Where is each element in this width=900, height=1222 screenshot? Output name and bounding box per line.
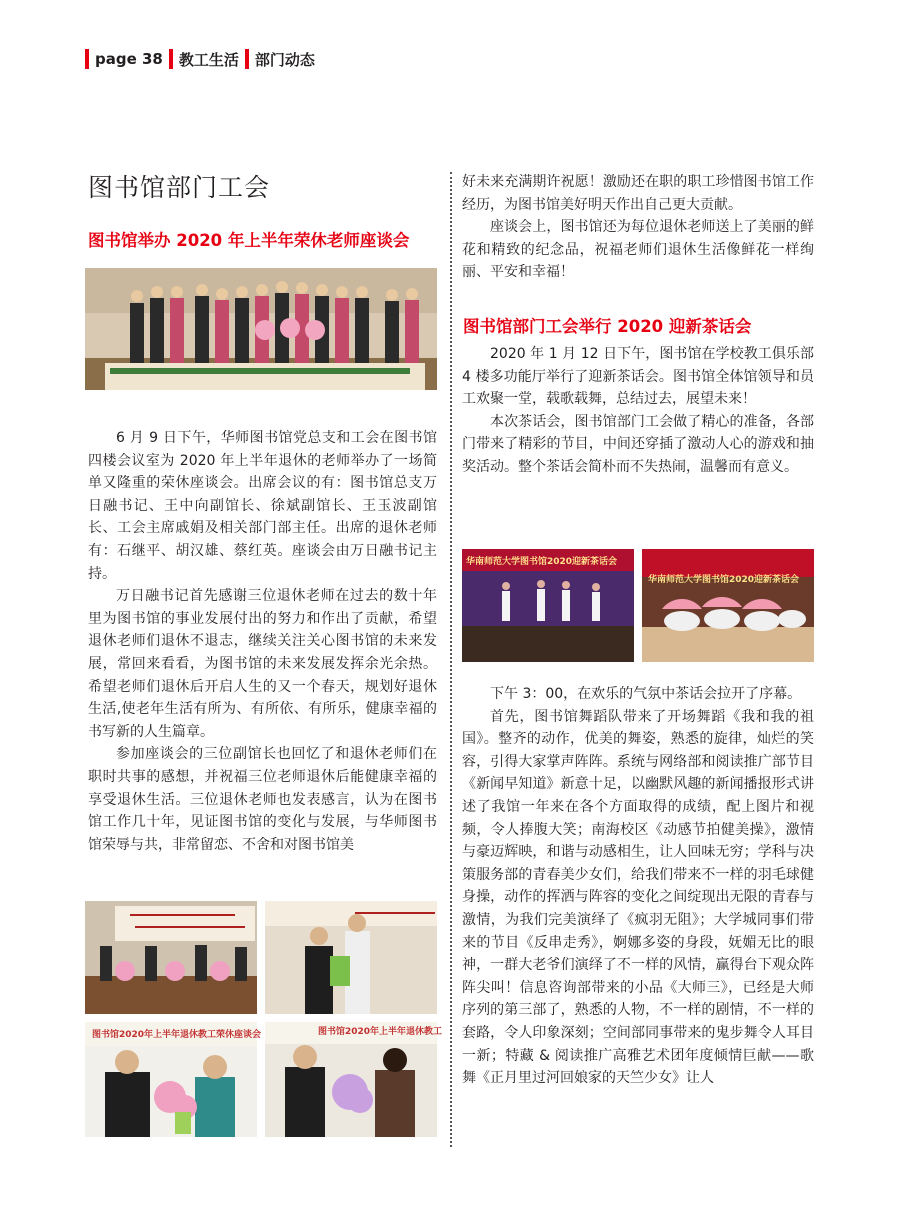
photo-stage-fan-dance [642,549,814,662]
photo-seated [85,901,257,1014]
photo-banner-text: 华南师范大学图书馆2020迎新茶话会 [648,575,800,585]
article2-headline: 图书馆部门工会举行 2020 迎新茶话会 [463,317,752,336]
photo-group [85,268,437,390]
article1-paragraph: 万日融书记首先感谢三位退休老师在过去的数十年里为图书馆的事业发展付出的努力和作出了贡献，希望退休老师们退休不退志，继续关注关心图书馆的未来发展，常回来看看，为图书馆的未来发展发挥余光余热。希望老师们退休后开启人生的又一个春天，规划好退休生活,使老年生活有所为、有所依、有所乐，健康幸福的书写新的人生篇章。 [88,588,437,740]
article1-paragraph: 6 月 9 日下午，华师图书馆党总支和工会在图书馆四楼会议室为 2020 年上半年退休的老师举办了一场简单又隆重的荣休座谈会。出席会议的有：图书馆总支万日融书记、王中向副馆长、徐斌副馆长、王玉波副馆长、工会主席戚娟及相关部门部主任。出席的退休老师有：石继平、胡汉雄、蔡红英。座谈会由万日融书记主持。 [88,430,437,582]
article2-paragraph: 本次茶话会，图书馆部门工会做了精心的准备，各部门带来了精彩的节目，中间还穿插了激动人心的游戏和抽奖活动。整个茶话会简朴而不失热闹，温馨而有意义。 [462,413,814,475]
article2-body [462,343,814,479]
article2-body-continued [462,683,814,1090]
column-divider [450,172,452,1147]
article1-continued [462,171,814,284]
article1-body [88,427,437,856]
page-header [85,47,321,71]
article1-paragraph: 好未来充满期许祝愿！激励还在职的职工珍惜图书馆工作经历，为图书馆美好明天作出自己更大贡献。 [462,174,814,213]
page-number: page 38 [95,50,163,68]
photo-banner-text: 图书馆2020年上半年退休教工 [318,1027,443,1037]
article2-paragraph: 下午 3：00，在欢乐的气氛中茶话会拉开了序幕。 [490,686,802,702]
article2-paragraph: 首先，图书馆舞蹈队带来了开场舞蹈《我和我的祖国》。整齐的动作，优美的舞姿，熟悉的旋律，灿烂的笑容，引得大家掌声阵阵。系统与网络部和阅读推广部节目《新闻早知道》新意十足，以幽默风趣的新闻播报形式讲述了我馆一年来在各个方面取得的成绩，配上图片和视频，令人捧腹大笑；南海校区《动感节拍健美操》，激情与豪迈辉映，和谐与动感相生，让人回味无穷；学科与决策服务部的青春美少女们，给我们带来不一样的羽毛球健身操，动作的挥洒与阵容的变化之间绽现出无限的青春与激情，为我们完美演绎了《疯羽无阻》；大学城同事们带来的节目《反串走秀》，婀娜多姿的身段，妩媚无比的眼神，一群大老爷们演绎了不一样的风情，赢得台下观众阵阵尖叫！信息咨询部带来的小品《大师三》，已经是大师序列的第三部了，熟悉的人物，不一样的剧情，不一样的套路，令人印象深刻；空间部同事带来的鬼步舞令人耳目一新；特藏 & 阅读推广高雅艺术团年度倾情巨献——歌舞《正月里过河回娘家的天竺少女》让人 [462,708,814,1087]
section-name: 教工生活 [178,50,239,69]
article1-paragraph: 参加座谈会的三位副馆长也回忆了和退休老师们在职时共事的感想，并祝福三位老师退休后能健康幸福的享受退休生活。三位退休老师也发表感言，认为在图书馆工作几十年，见证图书馆的变化与发展，与华师图书馆荣辱与共，非常留恋、不舍和对图书馆美 [88,746,437,853]
photo-handshake [265,901,437,1014]
article2-paragraph: 2020 年 1 月 12 日下午，图书馆在学校教工俱乐部 4 楼多功能厅举行了迎新茶话会。图书馆全体馆领导和员工欢聚一堂，载歌载舞，总结过去，展望未来！ [462,346,814,408]
subsection-name: 部门动态 [254,50,315,69]
article1-headline: 图书馆举办 2020 年上半年荣休老师座谈会 [88,231,410,250]
article1-paragraph: 座谈会上，图书馆还为每位退休老师送上了美丽的鲜花和精致的纪念品，祝福老师们退休生活像鲜花一样绚丽、平安和幸福！ [462,219,814,281]
photo-banner-text: 华南师范大学图书馆2020迎新茶话会 [466,557,618,567]
photo-banner-text: 图书馆2020年上半年退休教工荣休座谈会 [92,1030,262,1040]
department-title: 图书馆部门工会 [88,173,271,202]
photo-bouquet-right [265,1022,437,1137]
